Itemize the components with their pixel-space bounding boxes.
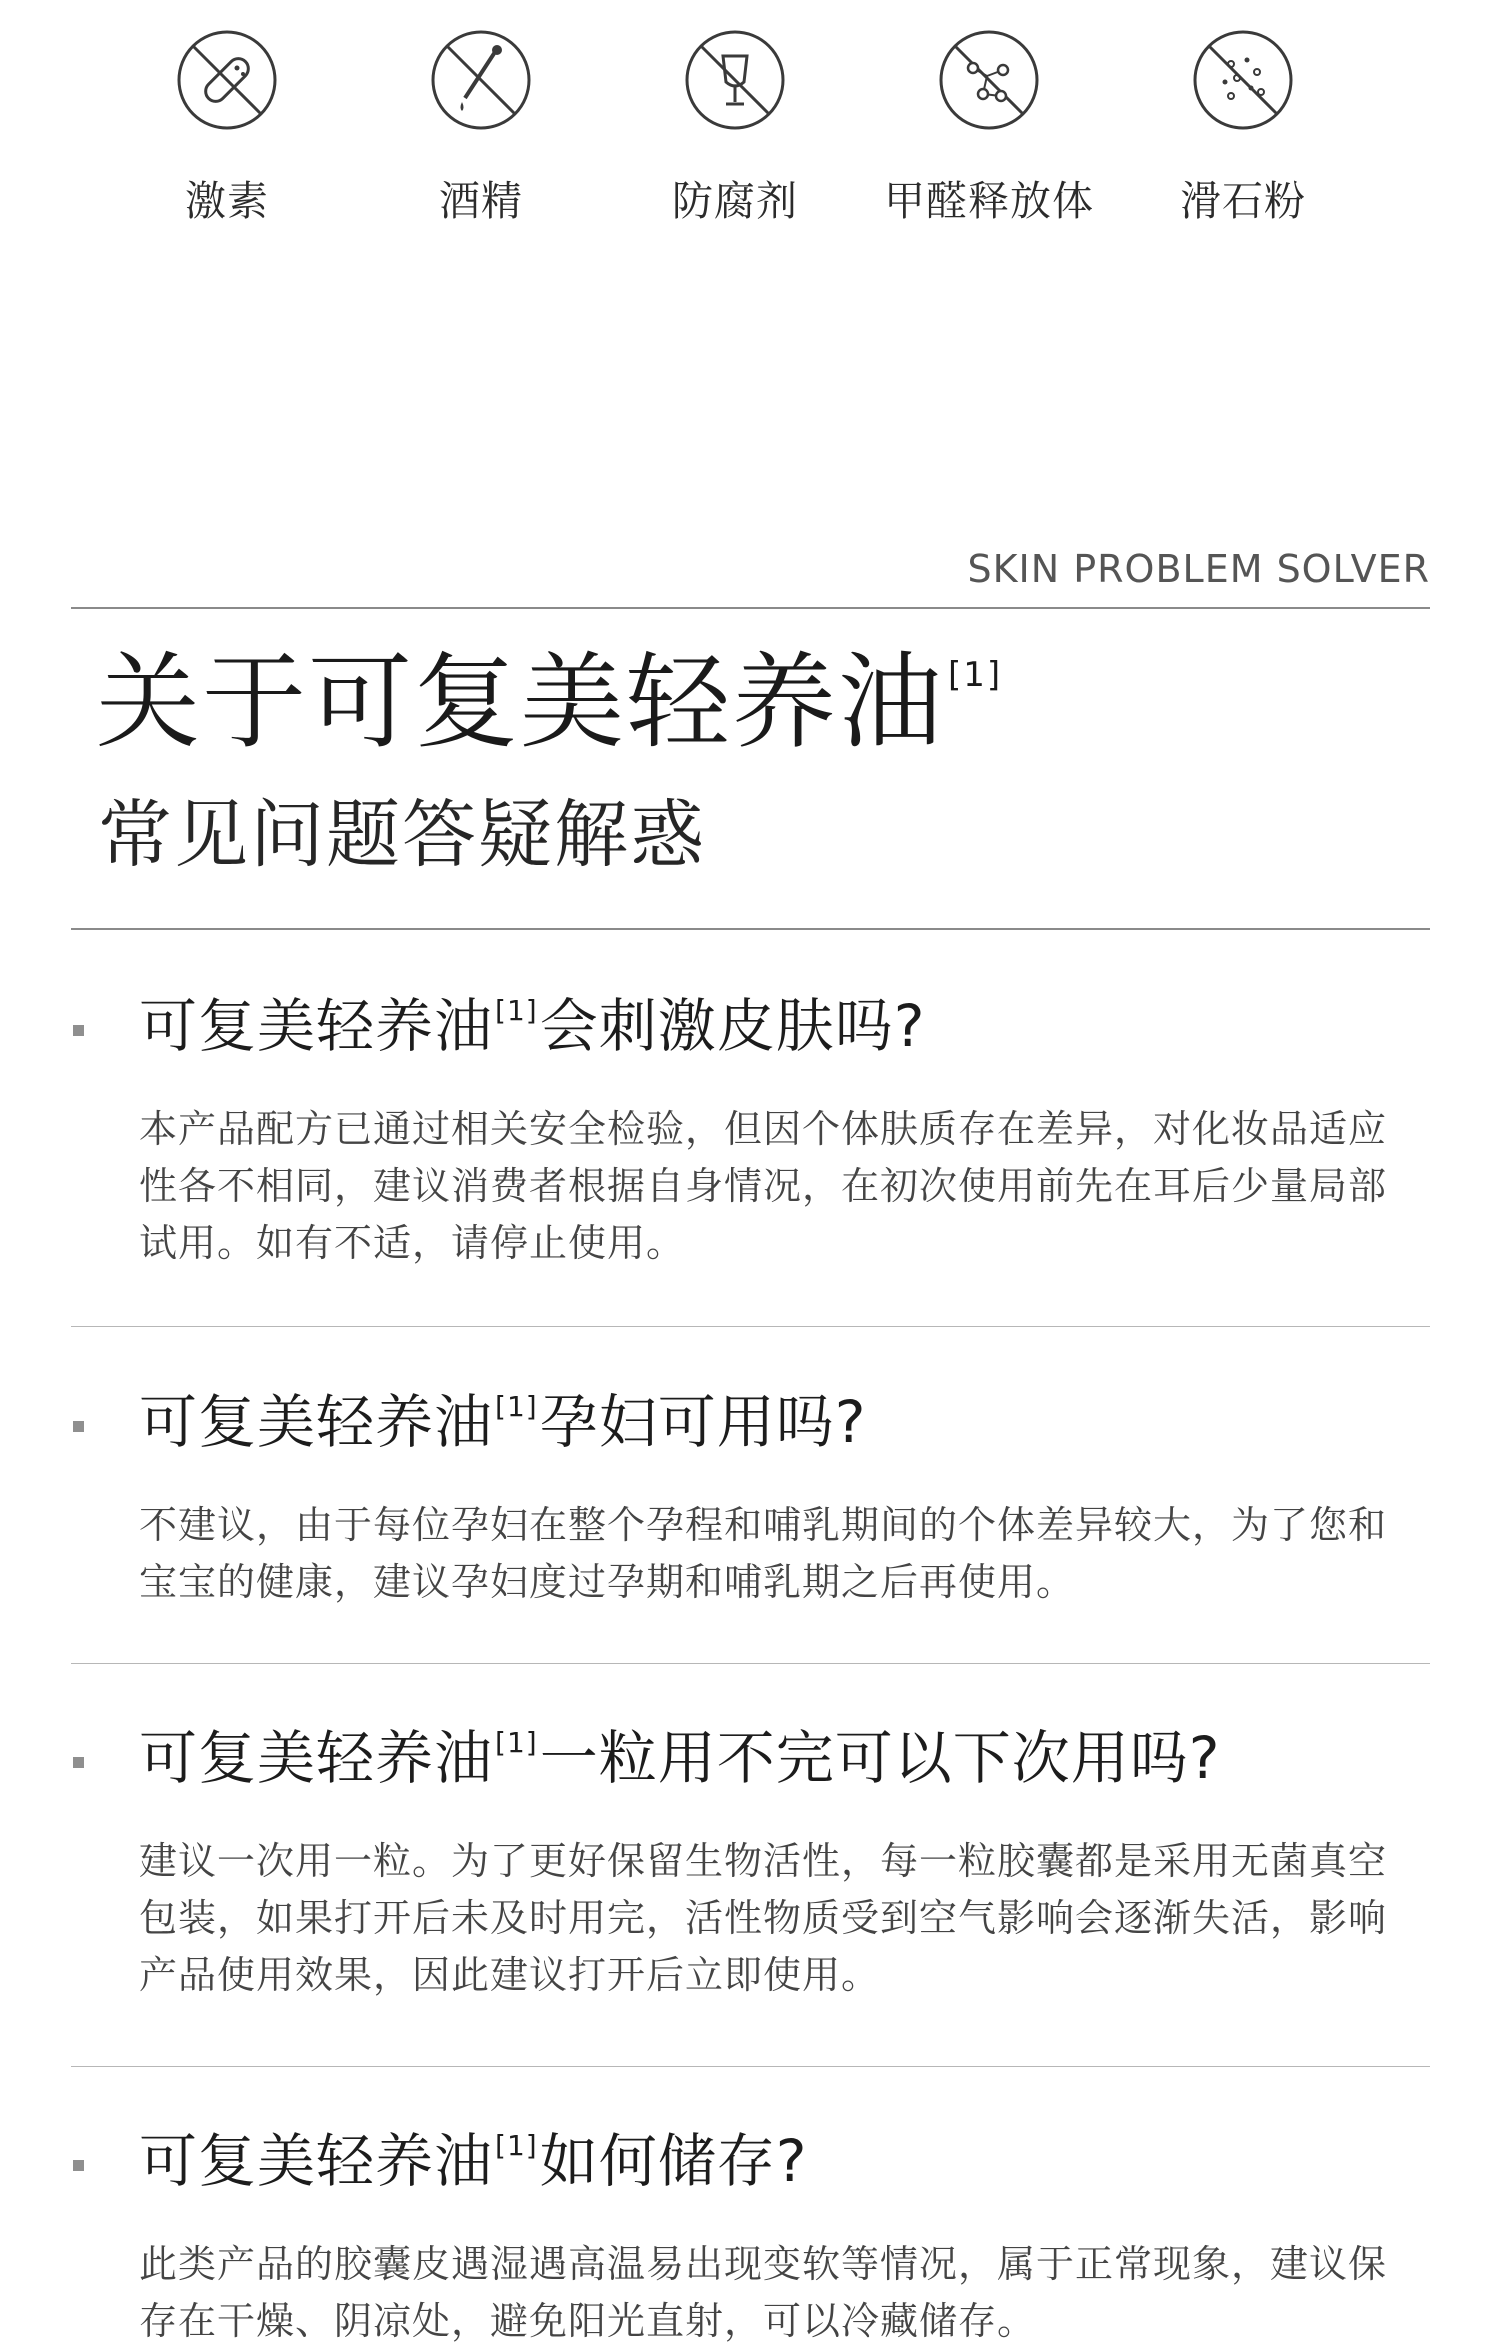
free-from-item-formaldehyde (862, 28, 1116, 227)
faq-question (71, 2127, 1430, 2195)
free-from-label: 激素 (185, 177, 269, 225)
page-title-text: 关于可复美轻养油 (96, 641, 945, 763)
footnote-mark: [1] (495, 1390, 538, 1423)
divider (71, 928, 1430, 930)
page-title (96, 641, 1003, 763)
divider (71, 2066, 1430, 2067)
free-from-item-talc (1116, 28, 1370, 227)
powder-prohibited-icon (1191, 28, 1295, 132)
faq-answer: 建议一次用一粒。为了更好保留生物活性，每一粒胶囊都是采用无菌真空包装，如果打开后未及时用完，活性物质受到空气影响会逐渐失活，影响产品使用效果，因此建议打开后立即使用。 (139, 1838, 1388, 1997)
question-text: 孕妇可用吗? (539, 1388, 867, 1456)
question-prefix: 可复美轻养油 (139, 1388, 494, 1456)
free-from-label: 防腐剂 (672, 177, 798, 225)
question-prefix: 可复美轻养油 (139, 2127, 494, 2195)
bullet-icon (73, 2160, 84, 2171)
question-prefix: 可复美轻养油 (139, 1724, 494, 1792)
faq-item (71, 992, 1430, 1272)
molecule-prohibited-icon (937, 28, 1041, 132)
faq-question (71, 1388, 1430, 1456)
faq-item (71, 1388, 1430, 1611)
free-from-item-preservative (608, 28, 862, 227)
free-from-label: 酒精 (439, 177, 523, 225)
footnote-mark: [1] (948, 655, 1003, 695)
free-from-label: 甲醛释放体 (884, 177, 1094, 225)
question-text: 如何储存? (539, 2127, 808, 2195)
faq-item (71, 2127, 1430, 2350)
faq-answer: 本产品配方已通过相关安全检验，但因个体肤质存在差异，对化妆品适应性各不相同，建议消费者根据自身情况，在初次使用前先在耳后少量局部试用。如有不适，请停止使用。 (139, 1106, 1388, 1265)
glass-prohibited-icon (683, 28, 787, 132)
bullet-icon (73, 1757, 84, 1768)
question-text: 会刺激皮肤吗? (539, 992, 926, 1060)
free-from-item-hormone (100, 28, 354, 227)
divider (71, 1663, 1430, 1664)
divider (71, 1326, 1430, 1327)
dropper-prohibited-icon (429, 28, 533, 132)
faq-question (71, 992, 1430, 1060)
faq-answer: 不建议，由于每位孕妇在整个孕程和哺乳期间的个体差异较大，为了您和宝宝的健康，建议孕妇度过孕期和哺乳期之后再使用。 (139, 1502, 1388, 1604)
footnote-mark: [1] (495, 994, 538, 1027)
free-from-item-alcohol (354, 28, 608, 227)
free-from-row (100, 28, 1370, 227)
bullet-icon (73, 1025, 84, 1036)
bullet-icon (73, 1421, 84, 1432)
footnote-mark: [1] (495, 2129, 538, 2162)
footnote-mark: [1] (495, 1726, 538, 1759)
free-from-label: 滑石粉 (1180, 177, 1306, 225)
faq-question (71, 1724, 1430, 1792)
section-tag: SKIN PROBLEM SOLVER (967, 547, 1430, 591)
question-text: 一粒用不完可以下次用吗? (539, 1724, 1221, 1792)
capsule-prohibited-icon (175, 28, 279, 132)
faq-answer: 此类产品的胶囊皮遇湿遇高温易出现变软等情况，属于正常现象，建议保存在干燥、阴凉处，避免阳光直射，可以冷藏储存。 (139, 2241, 1388, 2343)
page-subtitle: 常见问题答疑解惑 (98, 792, 706, 878)
divider (71, 607, 1430, 609)
faq-item (71, 1724, 1430, 2004)
question-prefix: 可复美轻养油 (139, 992, 494, 1060)
